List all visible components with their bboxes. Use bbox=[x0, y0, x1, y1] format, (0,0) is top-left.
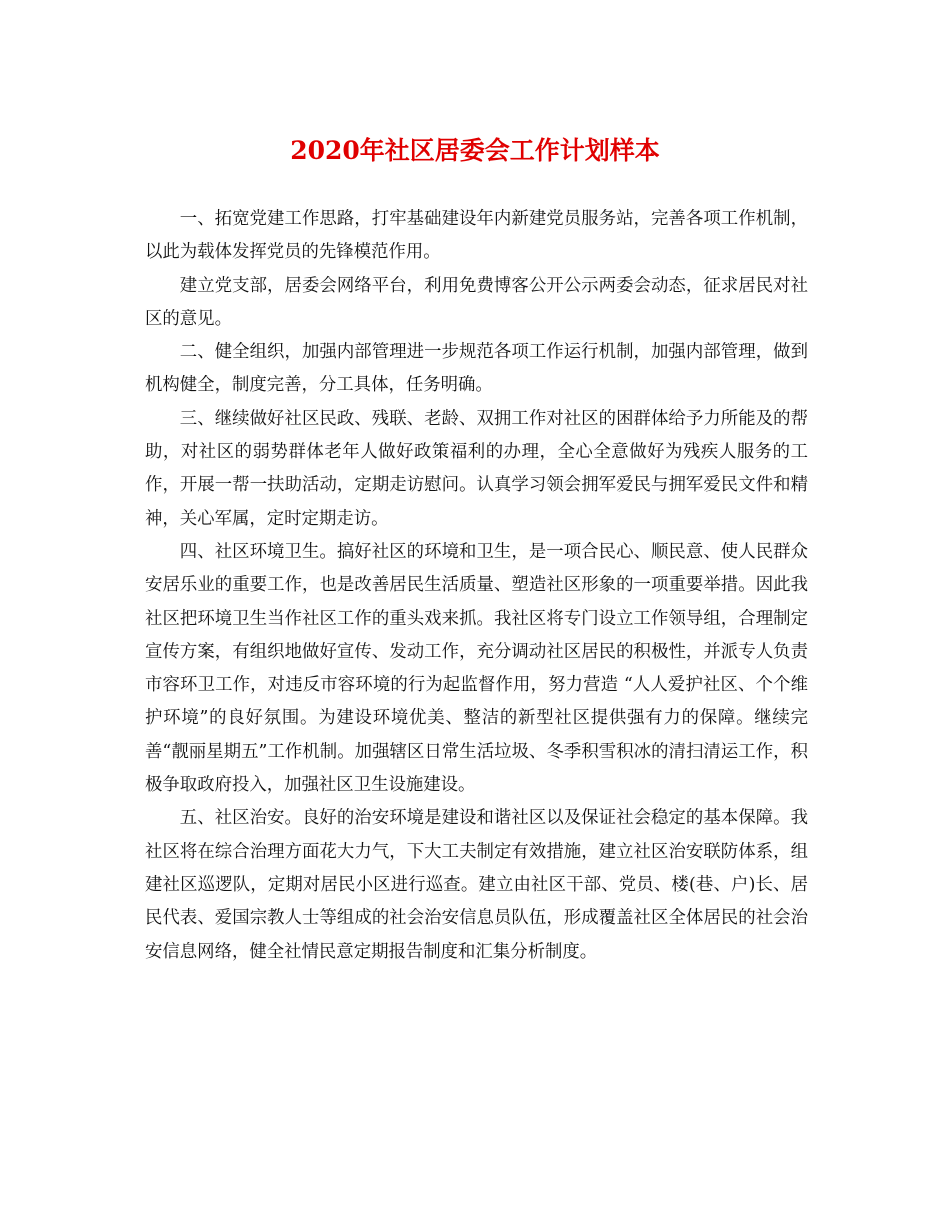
document-title: 2020年社区居委会工作计划样本 bbox=[290, 136, 660, 165]
paragraph-1: 一、拓宽党建工作思路，打牢基础建设年内新建党员服务站，完善各项工作机制，以此为载体发挥党员的先锋模范作用。 bbox=[145, 209, 808, 263]
paragraph-2: 建立党支部，居委会网络平台，利用免费博客公开公示两委会动态，征求居民对社区的意见。 bbox=[145, 275, 808, 329]
paragraph-4: 三、继续做好社区民政、残联、老龄、双拥工作对社区的困群体给予力所能及的帮助，对社区的弱势群体老年人做好政策福利的办理，全心全意做好为残疾人服务的工作，开展一帮一扶助活动，定期走访慰问。认真学习领会拥军爱民与拥军爱民文件和精神，关心军属，定时定期走访。 bbox=[145, 408, 808, 529]
document-body bbox=[145, 203, 808, 969]
paragraph-3: 二、健全组织，加强内部管理进一步规范各项工作运行机制，加强内部管理，做到机构健全，制度完善，分工具体，任务明确。 bbox=[145, 342, 808, 396]
paragraph-5: 四、社区环境卫生。搞好社区的环境和卫生，是一项合民心、顺民意、使人民群众安居乐业的重要工作，也是改善居民生活质量、塑造社区形象的一项重要举措。因此我社区把环境卫生当作社区工作的重头戏来抓。我社区将专门设立工作领导组，合理制定宣传方案，有组织地做好宣传、发动工作，充分调动社区居民的积极性，并派专人负责市容环卫工作，对违反市容环境的行为起监督作用，努力营造 “人人爱护社区、个个维护环境”的良好氛围。为建设环境优美、整洁的新型社区提供强有力的保障。继续完善“靓丽星期五”工作机制。加强辖区日常生活垃圾、冬季积雪积冰的清扫清运工作，积极争取政府投入，加强社区卫生设施建设。 bbox=[145, 541, 808, 796]
paragraph-6: 五、社区治安。良好的治安环境是建设和谐社区以及保证社会稳定的基本保障。我社区将在综合治理方面花大力气，下大工夫制定有效措施，建立社区治安联防体系，组建社区巡逻队，定期对居民小区进行巡查。建立由社区干部、党员、楼(巷、户)长、居民代表、爱国宗教人士等组成的社会治安信息员队伍，形成覆盖社区全体居民的社会治安信息网络，健全社情民意定期报告制度和汇集分析制度。 bbox=[145, 808, 808, 962]
